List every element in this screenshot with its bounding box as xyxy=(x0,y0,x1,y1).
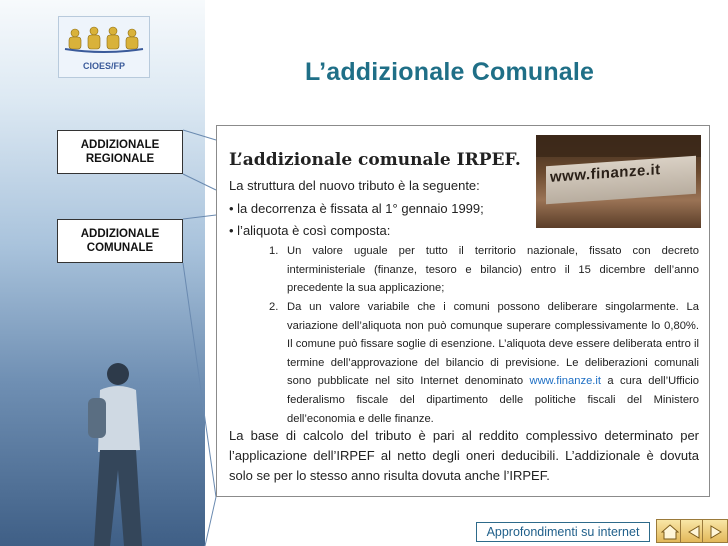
logo-text: CIOES/FP xyxy=(82,61,125,71)
list-text-after: a cura dell’Ufficio federalismo fiscale del dipartimento delle politiche fiscali del Ministero dell’economia e delle finanze. xyxy=(287,375,699,425)
sidebar-item-addizionale-comunale[interactable]: ADDIZIONALE COMUNALE xyxy=(57,219,183,263)
home-button[interactable] xyxy=(656,519,682,543)
sidebar-item-addizionale-regionale[interactable]: ADDIZIONALE REGIONALE xyxy=(57,130,183,174)
home-icon xyxy=(661,524,679,540)
approfondimenti-link-button[interactable]: Approfondimenti su internet xyxy=(476,522,650,542)
intro-text: La struttura del nuovo tributo è la seguente: xyxy=(229,178,480,193)
forward-button[interactable] xyxy=(702,519,728,543)
back-icon xyxy=(685,524,703,540)
list-item xyxy=(269,298,699,428)
bullet-aliquota: • l’aliquota è così composta: xyxy=(229,223,391,238)
list-text: Da un valore variabile che i comuni possono deliberare singolarmente. La variazione dell’aliquota non può comunque superare complessivamente lo 0,80%. Il comune può fissare soglie di esenzione. L’aliquota deve essere deliberata entro il termine dell’approvazione del bilancio di previsione. Le deliberazioni comunali sono pubblicate nel sito Internet denominato xyxy=(287,301,699,388)
list-number: 2. xyxy=(269,301,279,313)
finanze-photo xyxy=(536,135,701,228)
section-heading: L’addizionale comunale IRPEF. xyxy=(229,150,521,170)
base-calcolo-text: La base di calcolo del tributo è pari al reddito complessivo determinato per l’applicazione dell’IRPEF al netto degli oneri deducibili. L’addizionale è dovuta solo se per lo stesso anno risulta dovuta anche l’IRPEF. xyxy=(229,428,699,483)
list-text: Un valore uguale per tutto il territorio nazionale, fissato con decreto interministeriale (finanze, tesoro e bilancio) entro il 15 dicembre dell’anno precedente la sua applicazione; xyxy=(287,245,699,295)
finanze-link[interactable]: www.finanze.it xyxy=(529,375,601,388)
bullet-decorrenza: • la decorrenza è fissata al 1° gennaio 1999; xyxy=(229,201,484,216)
list-item xyxy=(269,242,699,298)
page-title: L’addizionale Comunale xyxy=(305,58,595,86)
photo-caption: www.finanze.it xyxy=(550,161,661,186)
content-panel xyxy=(216,125,710,497)
list-number: 1. xyxy=(269,245,279,257)
forward-icon xyxy=(707,524,725,540)
